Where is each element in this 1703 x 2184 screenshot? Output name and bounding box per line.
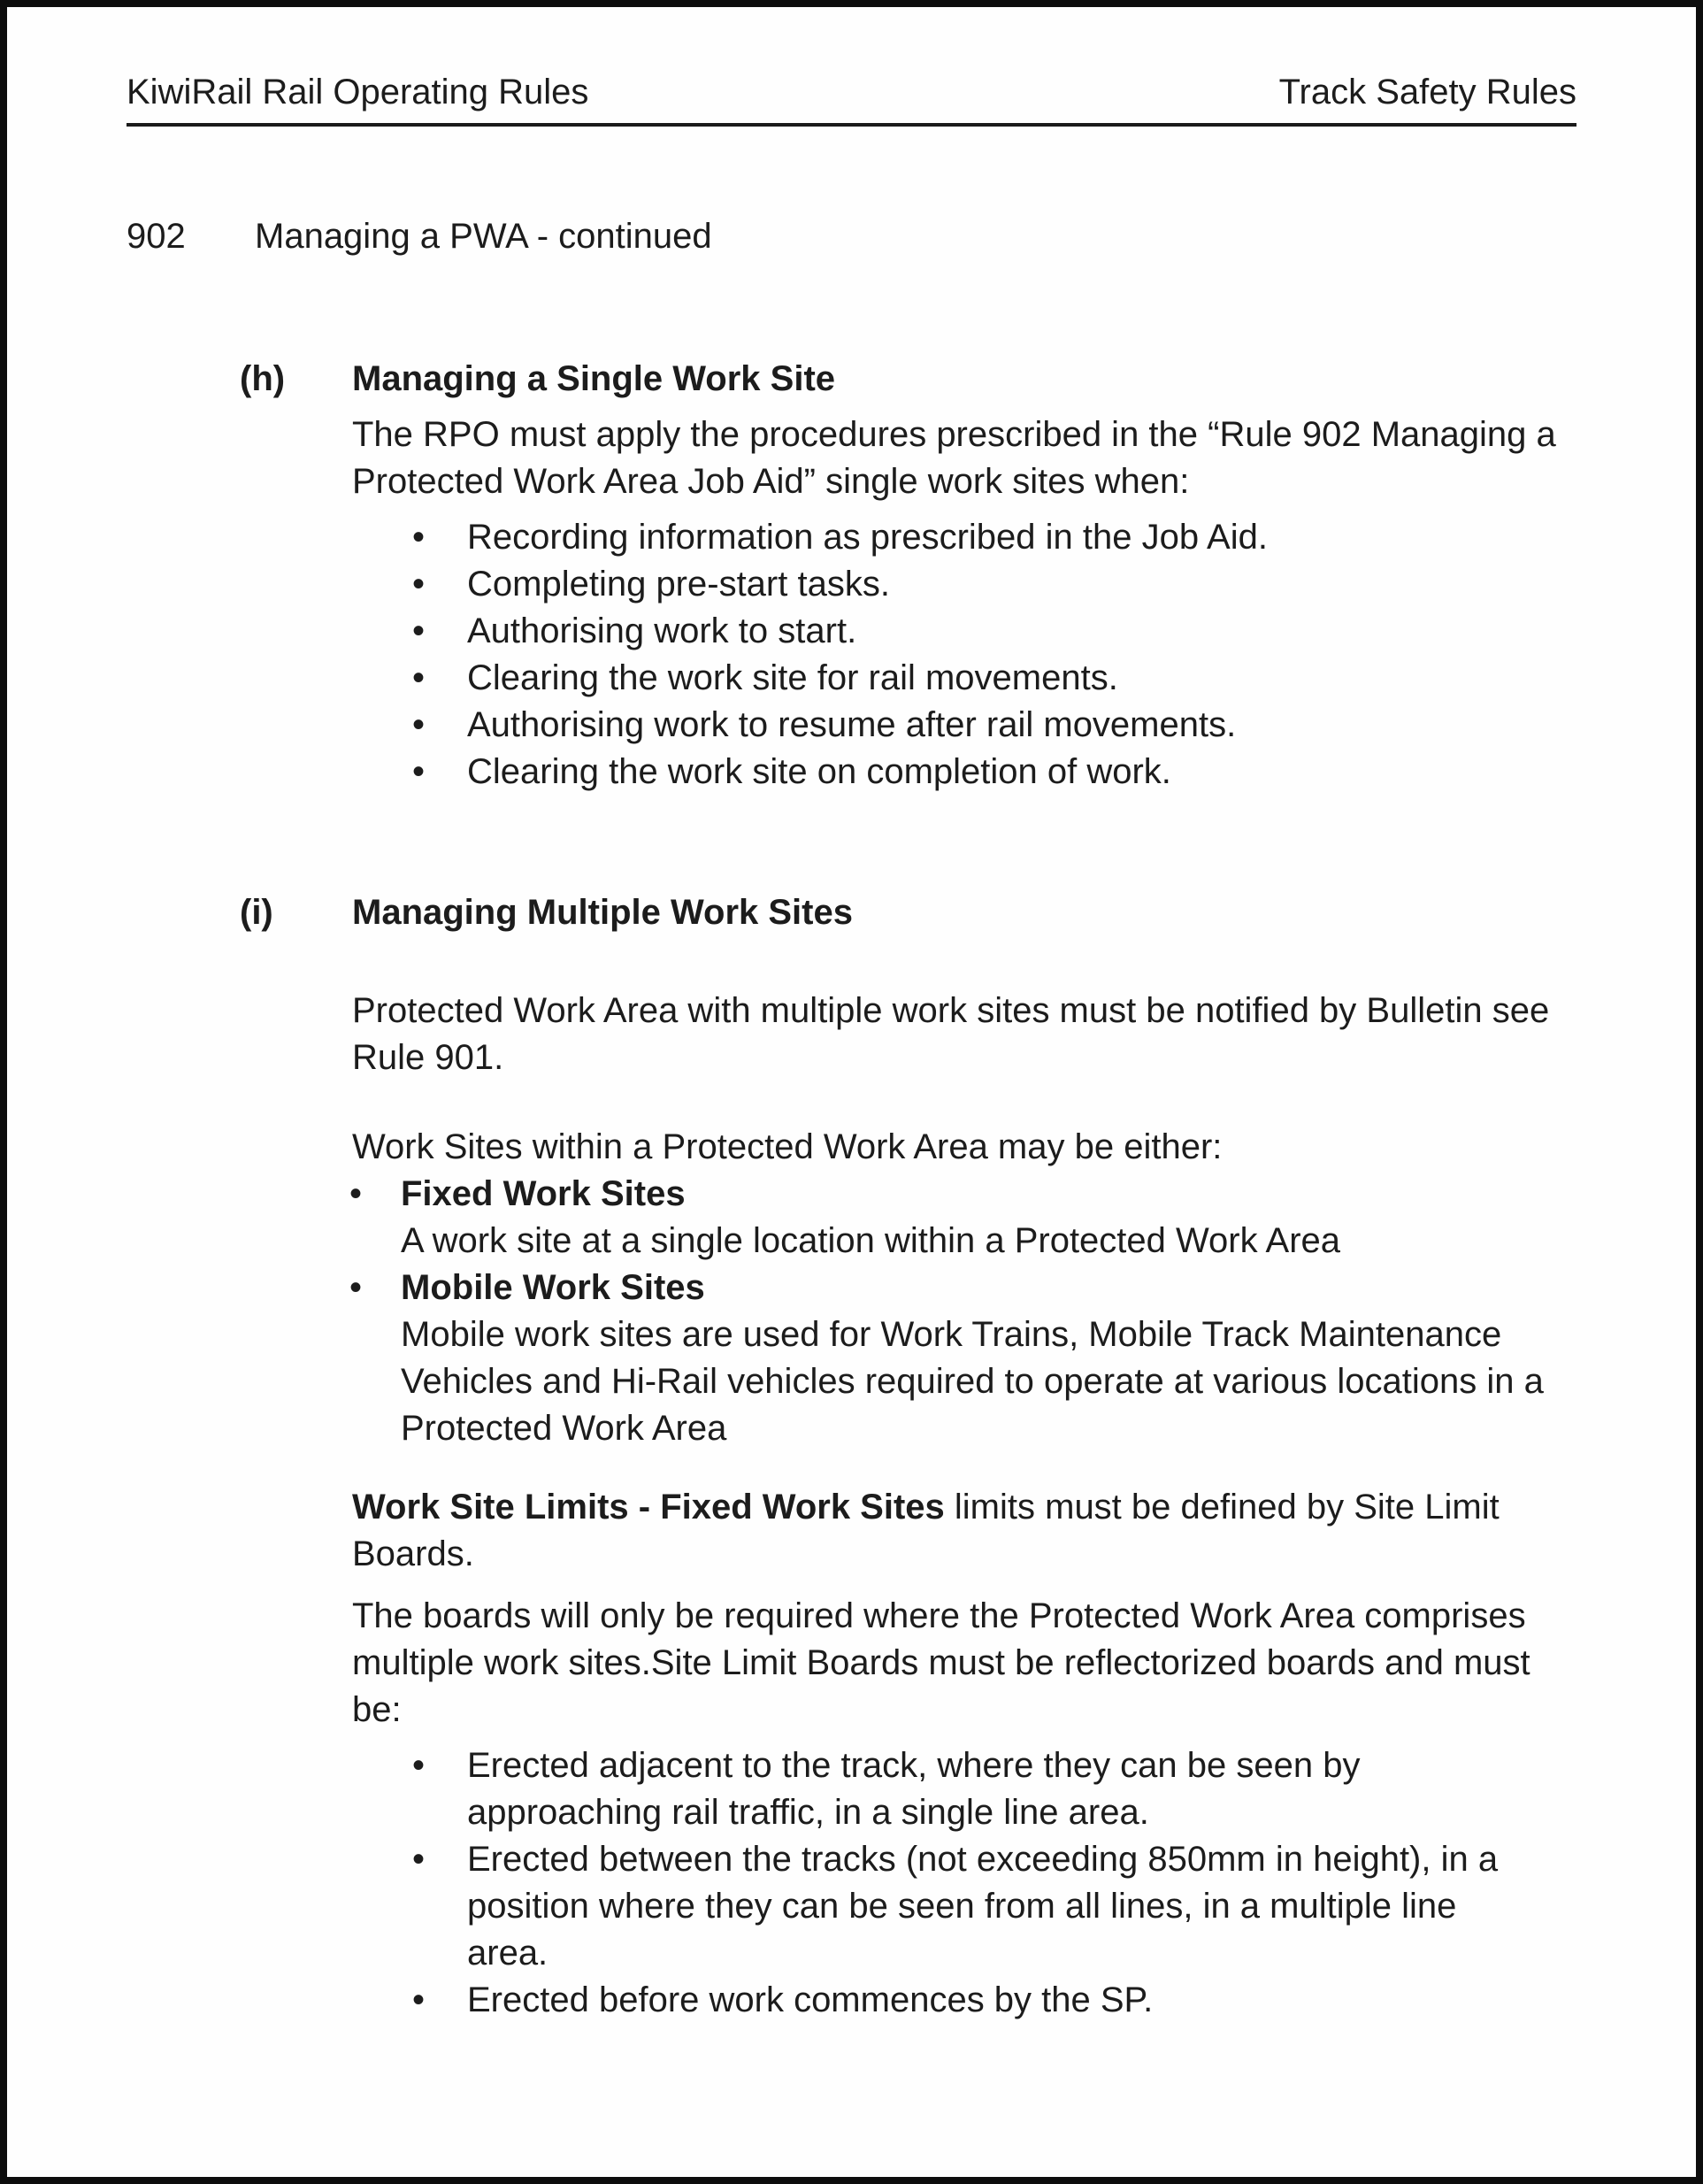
list-item xyxy=(401,1265,1581,1452)
list-item: • Clearing the work site on completion of work. xyxy=(467,749,1528,796)
work-site-limits-paragraph xyxy=(352,1484,1581,1578)
rule-number: 902 xyxy=(127,217,186,256)
section-h-heading: Managing a Single Work Site xyxy=(352,359,836,398)
section-i-body xyxy=(352,889,1581,2024)
rule-title-line xyxy=(127,213,1576,260)
list-item: • Erected adjacent to the track, where they can be seen by approaching rail traffic, in a single line area. xyxy=(467,1742,1528,1836)
page-header xyxy=(127,7,1576,127)
list-item: • Recording information as prescribed in the Job Aid. xyxy=(467,514,1528,561)
list-item: • Erected before work commences by the SP. xyxy=(467,1977,1528,2024)
list-item: • Erected between the tracks (not exceeding 850mm in height), in a position where they can be seen from all lines, in a multiple line area. xyxy=(467,1836,1528,1977)
section-i-heading: Managing Multiple Work Sites xyxy=(352,893,853,932)
bulletin-paragraph: Protected Work Area with multiple work sites must be notified by Bulletin see Rule 901. xyxy=(352,991,1550,1077)
fixed-work-sites-title: • Fixed Work Sites xyxy=(401,1174,686,1213)
list-item: • Authorising work to start. xyxy=(467,608,1528,655)
site-limit-boards-bullet-list xyxy=(352,1742,1528,2024)
section-i-label: (i) xyxy=(240,893,273,932)
list-item: • Clearing the work site for rail movements. xyxy=(467,655,1528,702)
work-site-types-list xyxy=(352,1171,1581,1452)
work-site-limits-bold: Work Site Limits - Fixed Work Sites xyxy=(352,1488,945,1526)
single-work-site-bullet-list xyxy=(352,514,1528,796)
section-i xyxy=(240,889,1581,2024)
header-right-title: Track Safety Rules xyxy=(1278,73,1576,112)
section-h-label: (h) xyxy=(240,359,286,398)
fixed-work-sites-desc: A work site at a single location within a Protected Work Area xyxy=(401,1221,1341,1260)
header-left-title: KiwiRail Rail Operating Rules xyxy=(127,73,589,112)
work-site-limits-rest: limits must be defined by Site Limit Boards. xyxy=(352,1488,1500,1573)
mobile-work-sites-desc: Mobile work sites are used for Work Trains, Mobile Track Maintenance Vehicles and Hi-Rail vehicles required to operate at various locations in a Protected Work Area xyxy=(401,1315,1544,1448)
section-h xyxy=(240,356,1581,796)
list-item xyxy=(401,1171,1581,1265)
work-sites-either-paragraph: Work Sites within a Protected Work Area may be either: xyxy=(352,1127,1223,1166)
mobile-work-sites-title: • Mobile Work Sites xyxy=(401,1268,705,1307)
boards-paragraph: The boards will only be required where the Protected Work Area comprises multiple work sites.Site Limit Boards must be reflectorized boards and must be: xyxy=(352,1596,1530,1729)
list-item: • Completing pre-start tasks. xyxy=(467,561,1528,608)
list-item: • Authorising work to resume after rail movements. xyxy=(467,702,1528,749)
rule-title: Managing a PWA - continued xyxy=(255,217,712,256)
section-h-intro: The RPO must apply the procedures prescribed in the “Rule 902 Managing a Protected Work Area Job Aid” single work sites when: xyxy=(352,415,1556,501)
section-h-body xyxy=(352,356,1581,796)
